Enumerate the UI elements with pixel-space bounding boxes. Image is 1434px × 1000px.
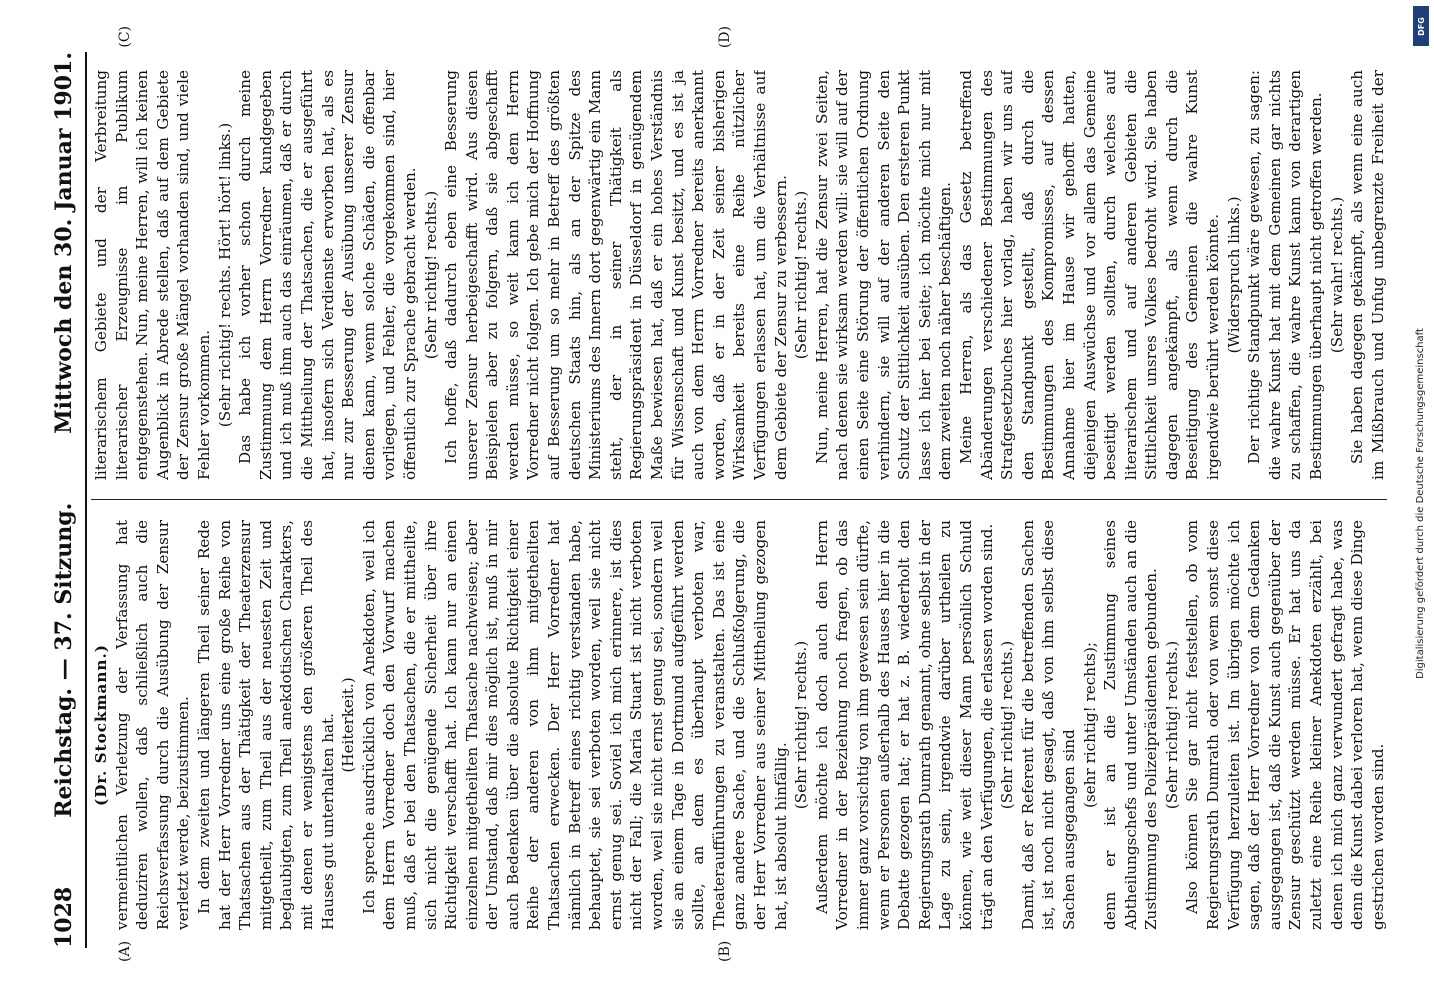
interjection: (Sehr richtig! rechts. Hört! hört! links.) [215,122,234,428]
interjection: (Sehr wahr! rechts.) [1327,196,1346,354]
margin-marker-d: (D) [717,26,733,49]
interjection: (Widerspruch links.) [1224,196,1243,354]
interjection: (Sehr richtig! rechts.) [792,190,811,360]
credit-text: Digitalisierung gefördert durch die Deutsche Forschungsgemeinschaft [1414,327,1426,679]
column-divider [91,499,1387,500]
paragraph: denn er ist an die Zustimmung seines Abtheilungschefs und unter Umständen auch an die Zustimmung des Polizeipräsidenten gebunden. [1101,520,1161,930]
interjection: (sehr richtig! rechts); [1080,641,1099,809]
speaker-name: (Dr. Stockmann.) [92,644,110,806]
paragraph: vermeintlichen Verletzung der Verfassung hat deduziren wollen, daß schließlich auch die Reichsverfassung durch die Ausübung der Zensur verletzt werde, beizustimmen. [112,520,193,930]
paragraph: Außerdem möchte ich doch auch den Herrn Vorredner in der Beziehung noch fragen, ob das immer ganz vorsichtig von ihm gewesen sein dürfte, wenn er Personen außerhalb des Hauses hier in die Debatte gezogen hat; er hat z. B. wiederholt den Regierungsrath Dumrath genannt, ohne selbst in der Lage zu sein, irgendwie darüber urtheilen zu können, wie weit dieser Mann persönlich Schuld trägt an den Verfügungen, die erlassen worden sind. [812,520,996,930]
margin-marker-c: (C) [117,26,133,48]
right-column [91,70,1387,480]
document-page [27,20,1407,980]
paragraph: In dem zweiten und längeren Theil seiner Rede hat der Herr Vorredner uns eine große Reihe von Thatsachen aus der Thätigkeit der Theaterzensur mitgetheilt, zum Theil aus der neuesten Zeit und beglaubigten, zum Theil anekdotischen Charakters, mit denen er wenigstens den größeren Theil des Hauses gut unterhalten hat. [194,520,337,930]
page-header [47,52,81,948]
paragraph: Ich spreche ausdrücklich von Anekdoten, weil ich dem Herrn Vorredner doch den Vorwurf machen muß, daß er bei den Thatsachen, die er mittheilte, sich nicht die genügende Sicherheit über ihre Richtigkeit verschafft hat. Ich kann nur an einen einzelnen mitgetheilten Thatsache nachweisen; aber der Umstand, daß mir dies möglich ist, muß in mir auch Bedenken über die absolute Richtigkeit einer Reihe der anderen von ihm mitgetheilten Thatsachen erwecken. Der Herr Vorredner hat nämlich in Betreff eines richtig verstanden habe, behauptet, sie sei verboten worden, weil sie nicht ernst genug sei. Soviel ich mich erinnere, ist dies nicht der Fall; die Maria Stuart ist nicht verboten worden, weil sie nicht ernst genug sei, sondern weil sie an einem Tage in Dortmund aufgeführt werden sollte, an dem es überhaupt verboten war, Theateraufführungen zu veranstalten. Das ist eine ganz andere Sache, und die Schlußfolgerung, die der Herr Vorredner aus seiner Mittheilung gezogen hat, ist absolut hinfällig. [359,520,790,930]
interjection: (Heiterkeit.) [339,677,358,773]
paragraph: Nun, meine Herren, hat die Zensur zwei Seiten, nach denen sie wirksam werden will: sie will auf der einen Seite eine Störung der öffentlichen Ordnung verhindern, sie will auf der anderen Seite den Schutz der Sittlichkeit ausüben. Den ersteren Punkt lasse ich hier bei Seite; ich möchte mich nur mit dem zweiten noch näher beschäftigen. [812,70,955,480]
paragraph: Ich hoffe, daß dadurch eben eine Besserung unserer Zensur herbeigeschafft wird. Aus diesen Beispielen aber zu folgern, daß sie abgeschafft werden müsse, so weit kann ich dem Herrn Vorredner nicht folgen. Ich gebe mich der Hoffnung auf Besserung um so mehr in Betreff des größten deutschen Staats hin, als an der Spitze des Ministeriums des Innern dort gegenwärtig ein Mann steht, der in seiner Thätigkeit als Regierungspräsident in Düsseldorf in genügendem Maße bewiesen hat, daß er ein hohes Verständnis für Wissenschaft und Kunst besitzt, und es ist ja auch von dem Herrn Vorredner bereits anerkannt worden, daß er in der Zeit seiner bisherigen Wirksamkeit bereits eine Reihe nützlicher Verfügungen erlassen hat, um die Verhältnisse auf dem Gebiete der Zensur zu verbessern. [442,70,790,480]
interjection: (Sehr richtig! rechts.) [998,640,1017,810]
margin-marker-a: (A) [117,940,133,962]
paragraph: Damit, daß er Referent für die betreffenden Sachen ist, ist noch nicht gesagt, daß von ihm selbst diese Sachen ausgegangen sind [1018,520,1078,930]
dfg-logo-text: DFG [1416,16,1426,36]
left-column [91,520,1387,930]
digitization-credit [1410,8,1430,998]
paragraph: Also können Sie gar nicht feststellen, ob vom Regierungsrath Dumrath oder von wem sonst diese Verfügung herzuleiten ist. Im übrigen möchte ich sagen, daß der Herr Vorredner von dem Gedanken ausgegangen ist, daß die Kunst auch gegenüber der Zensur geschützt werden müsse. Er hat uns da zuletzt eine Reihe kleiner Anekdoten erzählt, bei denen ich mich ganz verwundert gefragt habe, was denn die Kunst dabei verloren hat, wenn diese Dinge gestrichen worden sind. [1183,520,1387,930]
paragraph: Sie haben dagegen gekämpft, als wenn eine auch im Mißbrauch und Unfug unbegrenzte Freiheit der [1348,70,1387,480]
dfg-logo-icon [1413,6,1429,46]
session-date: Mittwoch den 30. Januar 1901. [51,52,77,434]
header-rule [85,52,87,948]
interjection: (Sehr richtig! rechts.) [1162,640,1181,810]
paragraph: literarischem Gebiete und der Verbreitung literarischer Erzeugnisse im Publikum entgegenstehen. Nun, meine Herren, will ich keinen Augenblick in Abrede stellen, daß auf dem Gebiete der Zensur große Mängel vorhanden sind, und viele Fehler vorkommen. [92,70,213,480]
session-title: Reichstag. — 37. Sitzung. [51,502,77,818]
paragraph: Das habe ich vorher schon durch meine Zustimmung dem Herrn Vorredner kundgegeben und ich muß ihm auch das einräumen, daß er durch die Mittheilung der Thatsachen, die er ausgeführt hat, insofern sich Verdienste erworben hat, als es nur zur Besserung der Ausübung unserer Zensur dienen kann, wenn solche Schäden, die offenbar vorliegen, und Fehler, die vorgekommen sind, hier öffentlich zur Sprache gebracht werden. [236,70,419,480]
interjection: (Sehr richtig! rechts.) [792,640,811,810]
paragraph: Meine Herren, als das Gesetz betreffend Abänderungen verschiedener Bestimmungen des Strafgesetzbuches hier vorlag, haben wir uns auf den Standpunkt gestellt, daß durch die Bestimmungen des Kompromisses, auf dessen Annahme hier im Hause wir gehofft hatten, diejenigen Auswüchse und vor allem das Gemeine beseitigt werden sollten, durch welches auf literarischem und auf anderen Gebieten die Sittlichkeit unsres Volkes bedroht wird. Sie haben dagegen angekämpft, als wenn durch die Beseitigung des Gemeinen die wahre Kunst irgendwie berührt werden könnte. [956,70,1223,480]
page-number: 1028 [51,886,77,948]
interjection: (Sehr richtig! rechts.) [421,190,440,360]
margin-marker-b: (B) [717,940,733,962]
paragraph: Der richtige Standpunkt wäre gewesen, zu sagen: die wahre Kunst hat mit dem Gemeinen gar nichts zu schaffen, die wahre Kunst kann von derartigen Bestimmungen überhaupt nicht getroffen werden. [1245,70,1326,480]
